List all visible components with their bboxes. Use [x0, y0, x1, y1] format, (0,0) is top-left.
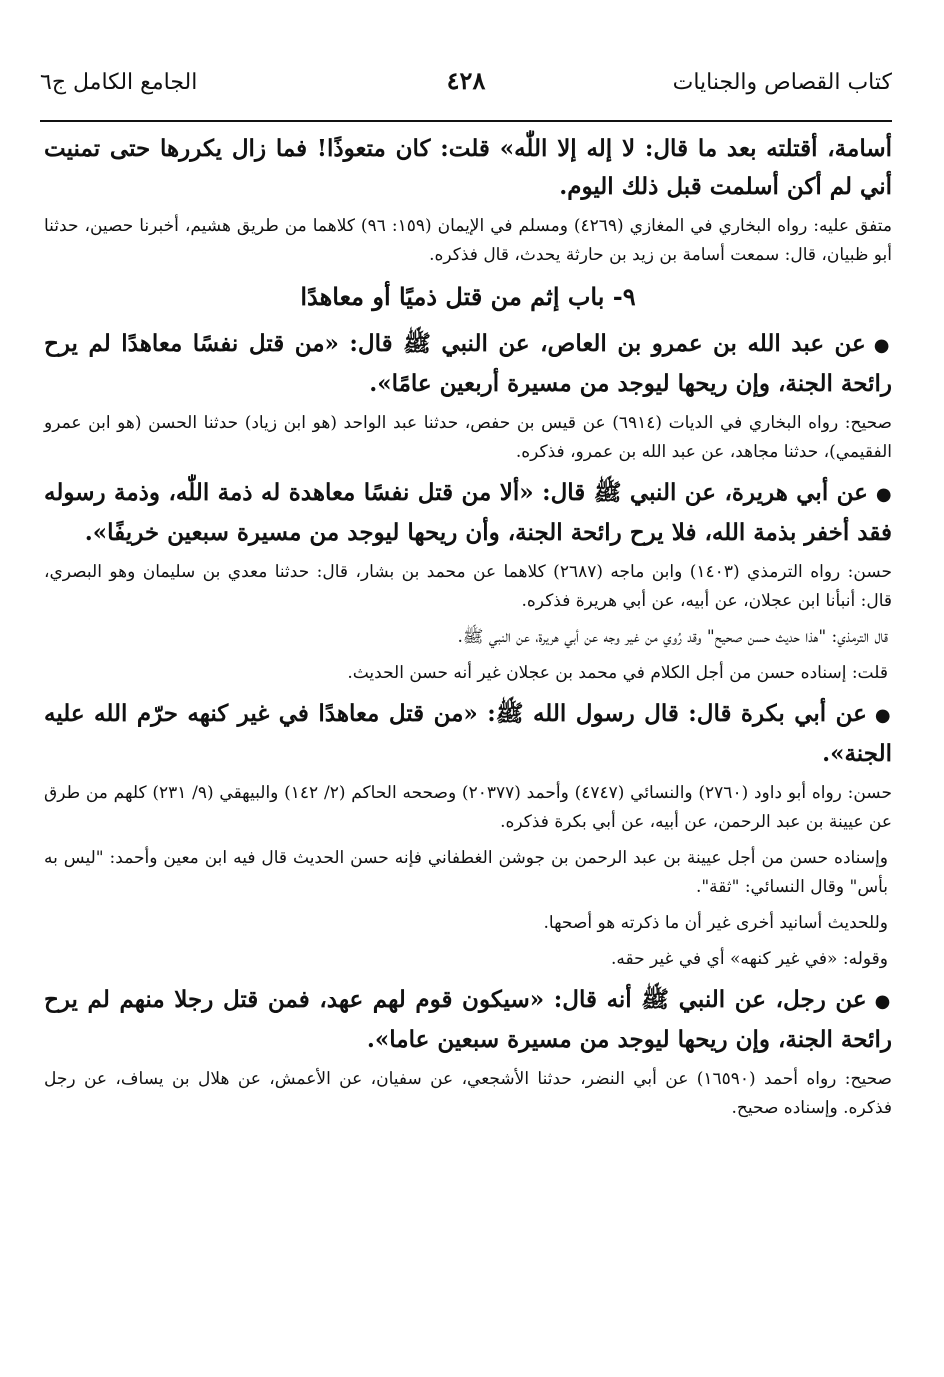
- page-header: [40, 64, 892, 106]
- hadith-3: [44, 695, 892, 773]
- hadith-2-note: قلت: إسناده حسن من أجل الكلام في محمد بن عجلان غير أنه حسن الحديث.: [347, 663, 888, 683]
- page-number: ٤٢٨: [446, 66, 486, 95]
- bullet-icon: ●: [875, 484, 892, 505]
- hadith-continuation: أسامة، أقتلته بعد ما قال: لا إله إلا اللّٰه» قلت: كان متعوذًا! فما زال يكررها حتى تمنيت أني لم أكن أسلمت قبل ذلك اليوم.: [44, 135, 892, 200]
- hadith-1: [44, 325, 892, 403]
- hadith-text: عن عبد الله بن عمرو بن العاص، عن النبي ﷺ قال: «من قتل نفسًا معاهدًا لم يرح رائحة الجنة، وإن ريحها ليوجد من مسيرة أربعين عامًا».: [44, 330, 892, 397]
- hadith-3-note: وإسناده حسن من أجل عيينة بن عبد الرحمن بن جوشن الغطفاني فإنه حسن الحديث قال فيه ابن معين وأحمد: "ليس به بأس" وقال النسائي: "ثقة".: [44, 848, 888, 897]
- book-title: كتاب القصاص والجنايات: [672, 70, 892, 95]
- bullet-icon: ●: [874, 705, 892, 726]
- hadith-text: عن أبي بكرة قال: قال رسول الله ﷺ: «من قتل معاهدًا في غير كنهه حرّم الله عليه الجنة».: [44, 700, 892, 767]
- page-body: [44, 130, 892, 1130]
- hadith-text: عن أبي هريرة، عن النبي ﷺ قال: «ألا من قتل نفسًا معاهدة له ذمة اللّٰه، وذمة رسوله فقد أخفر بذمة الله، فلا يرح رائحة الجنة، وأن ريحها ليوجد من مسيرة سبعين خريفًا».: [44, 479, 892, 546]
- takhrij-note: متفق عليه: رواه البخاري في المغازي (٤٢٦٩) ومسلم في الإيمان (١٥٩: ٩٦) كلاهما من طريق هشيم، أخبرنا حصين، حدثنا أبو ظبيان، قال: سمعت أسامة بن زيد بن حارثة يحدث، قال فذكره.: [44, 216, 892, 265]
- hadith-text: عن رجل، عن النبي ﷺ أنه قال: «سيكون قوم لهم عهد، فمن قتل رجلا منهم لم يرح رائحة الجنة، وإن ريحها ليوجد من مسيرة سبعين عاما».: [44, 986, 892, 1053]
- hadith-2-note: قال الترمذي: "هذا حديث حسن صحيح" وقد رُوي من غير وجه عن أبي هريرة، عن النبي ﷺ.: [457, 627, 888, 647]
- collection-title: الجامع الكامل ج٦: [40, 70, 198, 95]
- hadith-3-note: وقوله: «في غير كنهه» أي في غير حقه.: [611, 949, 888, 969]
- hadith-4-note: صحيح: رواه أحمد (١٦٥٩٠) عن أبي النضر، حدثنا الأشجعي، عن سفيان، عن الأعمش، عن هلال بن يساف، عن رجل فذكره. وإسناده صحيح.: [44, 1069, 892, 1118]
- hadith-3-note: وللحديث أسانيد أخرى غير أن ما ذكرته هو أصحها.: [543, 913, 888, 933]
- chapter-title: ٩- باب إثم من قتل ذميًا أو معاهدًا: [300, 282, 636, 311]
- hadith-4: [44, 981, 892, 1059]
- hadith-1-note: صحيح: رواه البخاري في الديات (٦٩١٤) عن قيس بن حفص، حدثنا عبد الواحد (هو ابن زياد) حدثنا الحسن (هو ابن عمرو الفقيمي)، حدثنا مجاهد، عن عبد الله بن عمرو، فذكره.: [44, 413, 892, 462]
- bullet-icon: ●: [873, 335, 892, 356]
- header-divider: [40, 120, 892, 122]
- hadith-2: [44, 474, 892, 552]
- hadith-2-note: حسن: رواه الترمذي (١٤٠٣) وابن ماجه (٢٦٨٧) كلاهما عن محمد بن بشار، قال: حدثنا معدي بن سليمان وهو البصري، قال: أنبأنا ابن عجلان، عن أبيه، عن أبي هريرة فذكره.: [44, 562, 893, 611]
- hadith-3-note: حسن: رواه أبو داود (٢٧٦٠) والنسائي (٤٧٤٧) وأحمد (٢٠٣٧٧) وصححه الحاكم (٢/ ١٤٢) والبيهقي (٩/ ٢٣١) كلهم من طرق عن عيينة بن عبد الرحمن، عن أبيه، عن أبي بكرة فذكره.: [44, 783, 892, 832]
- bullet-icon: ●: [874, 991, 892, 1012]
